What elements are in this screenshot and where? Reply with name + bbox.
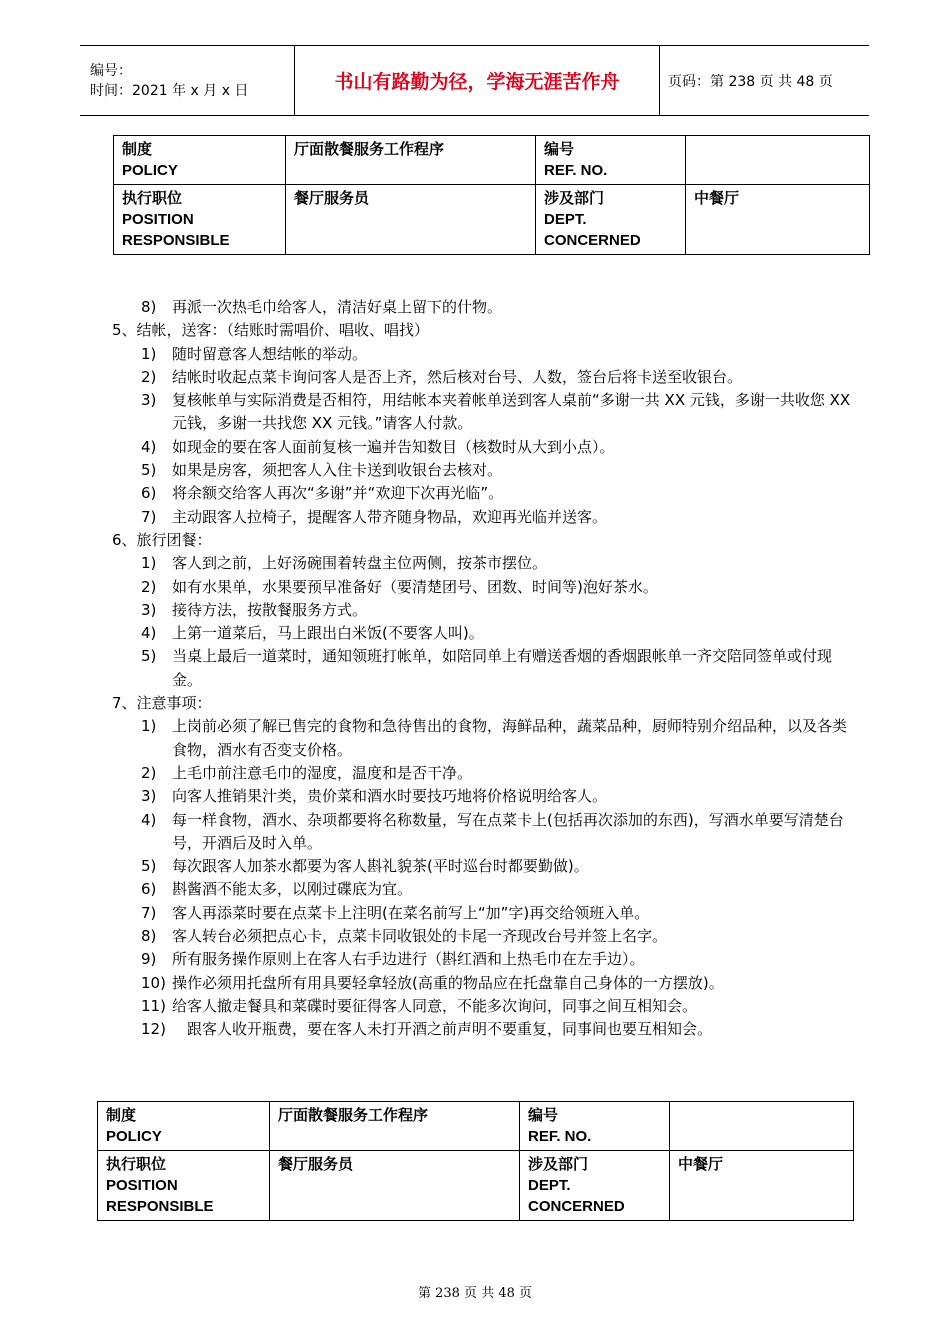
item-number: 4) — [141, 810, 157, 829]
list-item — [112, 482, 852, 505]
list-item — [112, 599, 852, 622]
position-label-en1: POSITION — [106, 1177, 178, 1194]
policy-value: 厅面散餐服务工作程序 — [270, 1102, 520, 1151]
item-text: 上第一道菜后，马上跟出白米饭(不要客人叫)。 — [172, 624, 484, 643]
time-label: 时间：2021 年 x 月 x 日 — [90, 82, 249, 99]
policy-table-top — [113, 135, 870, 255]
item-text: 客人再添菜时要在点菜卡上注明(在菜名前写上“加”字)再交给领班入单。 — [172, 903, 650, 922]
position-label-cell — [98, 1151, 270, 1221]
list-item — [112, 436, 852, 459]
item-text: 将余额交给客人再次“多谢”并“欢迎下次再光临”。 — [172, 484, 504, 503]
position-label-cn: 执行职位 — [106, 1155, 167, 1173]
list-item — [112, 809, 852, 856]
item-text: 上岗前必须了解已售完的食物和急待售出的食物，海鲜品种，蔬菜品种，厨师特别介绍品种，以及各类食物，酒水有否变支价格。 — [172, 717, 848, 759]
item-text: 客人转台必须把点心卡，点菜卡同收银处的卡尾一齐现改台号并签上名字。 — [172, 927, 668, 946]
dept-value: 中餐厅 — [670, 1151, 854, 1221]
dept-label-cell — [536, 185, 686, 255]
item-number: 7) — [141, 507, 157, 526]
page-footer: 第 238 页 共 48 页 — [417, 1286, 533, 1301]
item-text: 斟酱酒不能太多，以刚过碟底为宜。 — [172, 880, 413, 899]
item-text: 上毛巾前注意毛巾的湿度，温度和是否干净。 — [172, 763, 473, 782]
position-label-en2: RESPONSIBLE — [106, 1198, 214, 1215]
item-number: 2) — [141, 763, 157, 782]
item-number: 6) — [141, 484, 157, 503]
position-label-en2: RESPONSIBLE — [122, 232, 230, 249]
item-text: 接待方法，按散餐服务方式。 — [172, 600, 368, 619]
section-heading: 5、结帐，送客：（结账时需唱价、唱收、唱找） — [112, 321, 430, 340]
policy-label-en: POLICY — [106, 1128, 162, 1145]
header-meta — [80, 46, 295, 116]
list-item — [112, 948, 852, 971]
list-item — [112, 925, 852, 948]
item-text: 随时留意客人想结帐的举动。 — [172, 344, 368, 363]
list-item — [112, 389, 852, 436]
item-text: 跟客人收开瓶费，要在客人未打开酒之前声明不要重复，同事间也要互相知会。 — [187, 1020, 713, 1039]
list-item — [112, 855, 852, 878]
item-number: 1) — [141, 717, 157, 736]
policy-label-cn: 制度 — [122, 140, 153, 158]
position-value: 餐厅服务员 — [286, 185, 536, 255]
item-text: 如有水果单，水果要预早准备好（要清楚团号、团数、时间等)泡好茶水。 — [172, 577, 658, 596]
ref-value — [686, 136, 870, 185]
list-item — [112, 552, 852, 575]
ref-label-en: REF. NO. — [544, 162, 608, 179]
position-label-cell — [114, 185, 286, 255]
ref-label-en: REF. NO. — [528, 1128, 592, 1145]
list-item — [112, 995, 852, 1018]
item-text: 再派一次热毛巾给客人，清洁好桌上留下的什物。 — [172, 298, 503, 316]
ref-label-cn: 编号 — [528, 1106, 559, 1124]
motto: 书山有路勤为径，学海无涯苦作舟 — [295, 46, 660, 116]
code-label: 编号： — [90, 62, 132, 79]
dept-value: 中餐厅 — [686, 185, 870, 255]
item-number: 3) — [141, 600, 157, 619]
dept-label-en2: CONCERNED — [544, 232, 641, 249]
item-number: 1) — [141, 344, 157, 363]
position-value: 餐厅服务员 — [270, 1151, 520, 1221]
item-number: 9) — [141, 950, 157, 969]
list-item — [112, 459, 852, 482]
item-number: 12) — [141, 1020, 166, 1039]
item-number: 4) — [141, 624, 157, 643]
position-label-en1: POSITION — [122, 211, 194, 228]
ref-label-cn: 编号 — [544, 140, 575, 158]
item-number: 8) — [141, 927, 157, 946]
item-number: 2) — [141, 577, 157, 596]
page-info: 页码：第 238 页 共 48 页 — [660, 46, 870, 116]
list-item — [112, 715, 852, 762]
list-item — [112, 878, 852, 901]
list-item — [112, 1018, 852, 1041]
item-number: 3) — [141, 391, 157, 410]
list-item — [112, 762, 852, 785]
item-text: 给客人撤走餐具和菜碟时要征得客人同意，不能多次询问，同事之间互相知会。 — [172, 996, 698, 1015]
list-item — [112, 622, 852, 645]
item-number: 5) — [141, 857, 157, 876]
policy-table-bottom — [97, 1101, 854, 1221]
item-number: 10) — [141, 973, 166, 992]
item-text: 每次跟客人加茶水都要为客人斟礼貌茶(平时巡台时都要勤做)。 — [172, 857, 589, 876]
policy-label-en: POLICY — [122, 162, 178, 179]
item-text: 如果是房客，须把客人入住卡送到收银台去核对。 — [172, 461, 503, 480]
dept-label-en2: CONCERNED — [528, 1198, 625, 1215]
list-item — [112, 902, 852, 925]
ref-value — [670, 1102, 854, 1151]
list-item — [112, 645, 852, 692]
list-item — [112, 506, 852, 529]
policy-value: 厅面散餐服务工作程序 — [286, 136, 536, 185]
item-text: 所有服务操作原则上在客人右手边进行（斟红酒和上热毛巾在左手边）。 — [172, 950, 645, 969]
dept-label-cn: 涉及部门 — [544, 189, 605, 207]
page-header — [80, 45, 869, 116]
dept-label-cn: 涉及部门 — [528, 1155, 589, 1173]
policy-label-cell — [114, 136, 286, 185]
item-number: 7) — [141, 903, 157, 922]
item-text: 当桌上最后一道菜时，通知领班打帐单，如陪同单上有赠送香烟的香烟跟帐单一齐交陪同签单或付现金。 — [172, 647, 833, 689]
list-item — [112, 366, 852, 389]
dept-label-cell — [520, 1151, 670, 1221]
list-item — [112, 296, 852, 319]
item-number: 11) — [141, 996, 166, 1015]
item-text: 每一样食物，酒水、杂项都要将名称数量，写在点菜卡上(包括再次添加的东西)，写酒水单要写清楚台号，开酒后及时入单。 — [172, 810, 844, 852]
item-number: 3) — [141, 787, 157, 806]
list-item — [112, 576, 852, 599]
item-number: 6) — [141, 880, 157, 899]
item-number: 4) — [141, 437, 157, 456]
item-number: 8) — [141, 298, 157, 316]
dept-label-en1: DEPT. — [544, 211, 587, 228]
item-text: 如现金的要在客人面前复核一遍并告知数目（核数时从大到小点）。 — [172, 437, 615, 456]
section-heading: 6、旅行团餐： — [112, 530, 212, 549]
item-number: 5) — [141, 647, 157, 666]
list-item — [112, 972, 852, 995]
list-item — [112, 785, 852, 808]
policy-label-cell — [98, 1102, 270, 1151]
policy-label-cn: 制度 — [106, 1106, 137, 1124]
item-number: 5) — [141, 461, 157, 480]
item-text: 主动跟客人拉椅子，提醒客人带齐随身物品，欢迎再光临并送客。 — [172, 507, 608, 526]
list-item — [112, 343, 852, 366]
item-text: 客人到之前，上好汤碗围着转盘主位两侧，按茶市摆位。 — [172, 554, 548, 573]
position-label-cn: 执行职位 — [122, 189, 183, 207]
section-heading: 7、注意事项： — [112, 694, 212, 713]
item-text: 操作必须用托盘所有用具要轻拿轻放(高重的物品应在托盘靠自己身体的一方摆放)。 — [172, 973, 724, 992]
item-number: 1) — [141, 554, 157, 573]
ref-label-cell — [536, 136, 686, 185]
item-text: 结帐时收起点菜卡询问客人是否上齐，然后核对台号、人数，签台后将卡送至收银台。 — [172, 367, 743, 386]
ref-label-cell — [520, 1102, 670, 1151]
procedure-content — [112, 296, 852, 1042]
item-text: 向客人推销果汁类，贵价菜和酒水时要技巧地将价格说明给客人。 — [172, 787, 608, 806]
item-text: 复核帐单与实际消费是否相符，用结帐本夹着帐单送到客人桌前“多谢一共 XX 元钱，多谢一共收您 XX 元钱，多谢一共找您 XX 元钱。”请客人付款。 — [172, 391, 851, 433]
item-number: 2) — [141, 367, 157, 386]
dept-label-en1: DEPT. — [528, 1177, 571, 1194]
